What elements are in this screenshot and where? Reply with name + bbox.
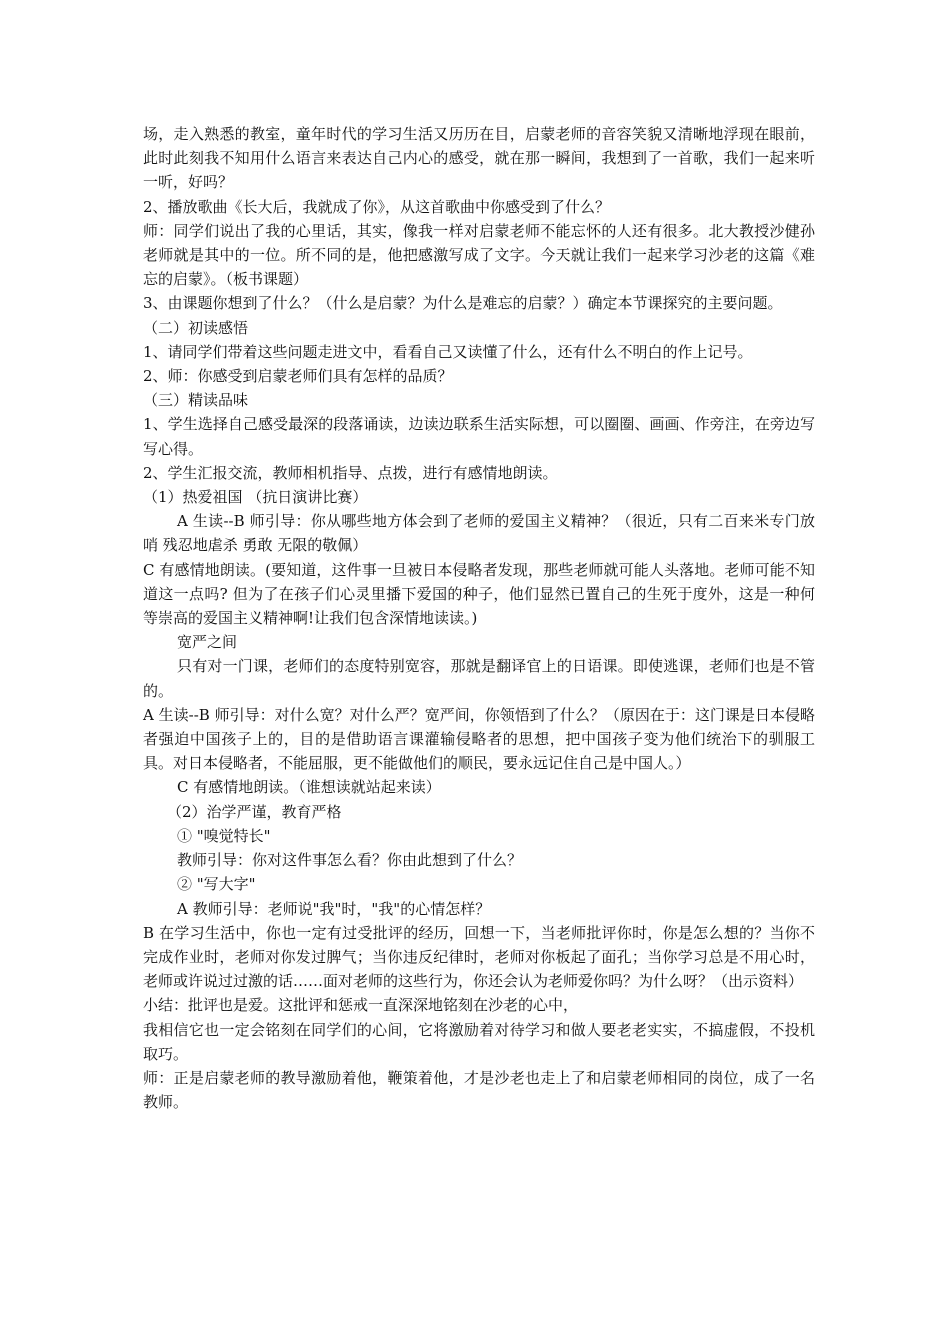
paragraph-leniency-guide: A 生读--B 师引导：对什么宽？对什么严？宽严间，你领悟到了什么？（原因在于：这门课是日本侵略者强迫中国孩子上的，目的是借助语言课灌输侵略者的思想，把中国孩子变为他们统治下的驯服工具。对日本侵略者，不能屈服，更不能做他们的顺民，要永远记住自己是中国人。） [143, 705, 815, 773]
subheading-rigorous-teaching: （2）治学严谨，教育严格 [167, 802, 342, 821]
paragraph-teacher-intro: 师：同学们说出了我的心里话，其实，像我一样对启蒙老师不能忘怀的人还有很多。北大教授沙健孙老师就是其中的一位。所不同的是，他把感激写成了文字。今天就让我们一起来学习沙老的这篇《难忘的启蒙》。（板书课题） [143, 221, 815, 289]
paragraph-patriotism-guide: A 生读--B 师引导：你从哪些地方体会到了老师的爱国主义精神？（很近，只有二百来米专门放哨 残忍地虐杀 勇敢 无限的敬佩） [143, 512, 815, 555]
paragraph-emotional-reading: C 有感情地朗读。(要知道，这件事一旦被日本侵略者发现，那些老师就可能人头落地。老师可能不知道这一点吗? 但为了在孩子们心灵里播下爱国的种子，他们显然已置自己的生死于度外，这是一种何等崇高的爱国主义精神啊!让我们包含深情地读读。) [143, 560, 815, 628]
section-heading-close-reading: （三）精读品味 [143, 391, 249, 410]
paragraph-belief: 我相信它也一定会铭刻在同学们的心间，它将激励着对待学习和做人要老老实实，不搞虚假，不投机取巧。 [143, 1020, 815, 1063]
paragraph-title-question: 3、由课题你想到了什么？（什么是启蒙？为什么是难忘的启蒙？）确定本节课探究的主要问题。 [143, 294, 783, 313]
paragraph-step-1-reading: 1、请同学们带着这些问题走进文中，看看自己又读懂了什么，还有什么不明白的作上记号。 [143, 342, 753, 361]
list-item-big-characters: ② "写大字" [177, 875, 256, 894]
paragraph-conclusion: 师：正是启蒙老师的教导激励着他，鞭策着他，才是沙老也走上了和启蒙老师相同的岗位，成了一名教师。 [143, 1068, 815, 1112]
subheading-leniency-strictness: 宽严之间 [177, 633, 238, 652]
subheading-love-country: （1）热爱祖国 （抗日演讲比赛） [143, 488, 368, 507]
paragraph-choose-passage: 1、学生选择自己感受最深的段落诵读，边读边联系生活实际想，可以圈圈、画画、作旁注，在旁边写写心得。 [143, 415, 815, 458]
document-body [143, 122, 815, 1114]
paragraph-step-2-qualities: 2、师：你感受到启蒙老师们具有怎样的品质？ [143, 367, 453, 386]
paragraph-play-song: 2、播放歌曲《长大后，我就成了你》，从这首歌曲中你感受到了什么？ [143, 197, 611, 216]
paragraph-criticism-experience: B 在学习生活中，你也一定有过受批评的经历，回想一下，当老师批评你时，你是怎么想的？当你不完成作业时，老师对你发过脾气；当你违反纪律时，老师对你板起了面孔；当你学习总是不用心时，老师或许说过过激的话……面对老师的这些行为，你还会认为老师爱你吗？为什么呀？（出示资料） [143, 923, 815, 991]
section-heading-first-reading: （二）初读感悟 [143, 318, 249, 337]
paragraph-intro-continued: 场，走入熟悉的教室，童年时代的学习生活又历历在目，启蒙老师的音容笑貌又清晰地浮现在眼前，此时此刻我不知用什么语言来表达自己内心的感受，就在那一瞬间，我想到了一首歌，我们一起来听一听，好吗？ [143, 125, 815, 192]
list-item-smell-talent: ① "嗅觉特长" [177, 826, 271, 845]
paragraph-summary: 小结：批评也是爱。这批评和惩戒一直深深地铭刻在沙老的心中， [143, 996, 579, 1015]
paragraph-report-exchange: 2、学生汇报交流，教师相机指导、点拨，进行有感情地朗读。 [143, 463, 558, 482]
paragraph-japanese-class: 只有对一门课，老师们的态度特别宽容，那就是翻译官上的日语课。即使逃课，老师们也是不管的。 [143, 657, 815, 700]
paragraph-smell-guide: 教师引导：你对这件事怎么看？你由此想到了什么？ [177, 851, 523, 870]
paragraph-big-characters-guide: A 教师引导：老师说"我"时，"我"的心情怎样？ [177, 899, 491, 918]
paragraph-read-aloud: C 有感情地朗读。（谁想读就站起来读） [177, 778, 441, 797]
